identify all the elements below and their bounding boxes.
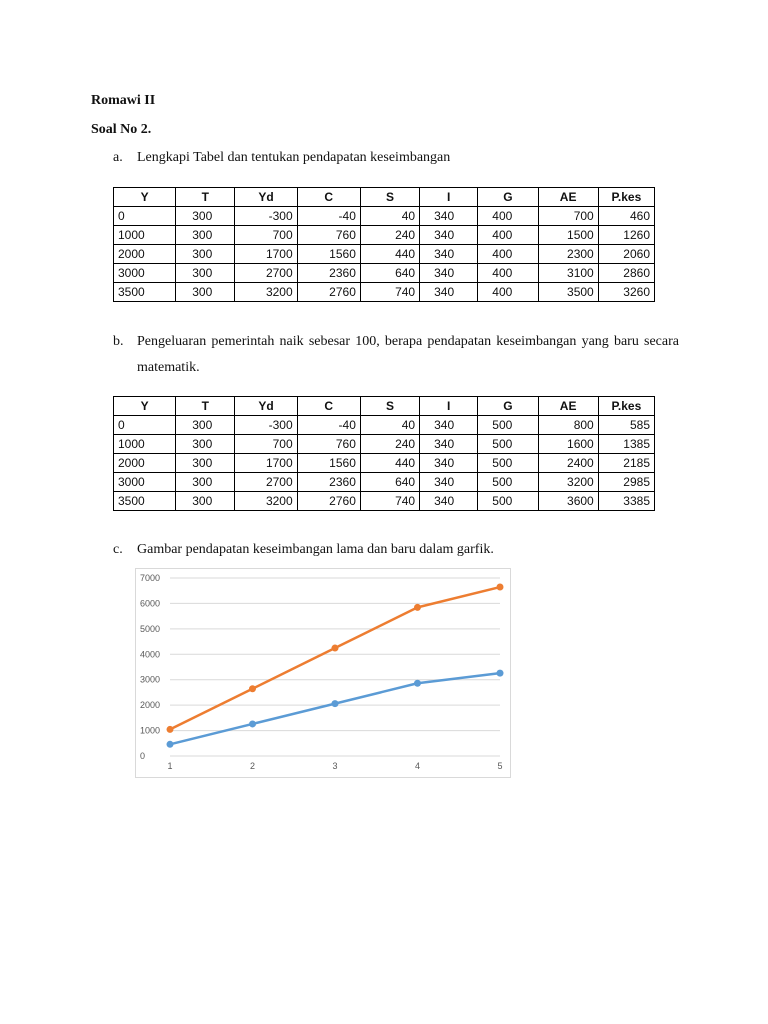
table-cell: 1560: [297, 454, 360, 473]
table-row: [114, 245, 655, 264]
data-point: [167, 741, 174, 748]
y-tick-label: 5000: [140, 623, 161, 634]
table-cell: 760: [297, 226, 360, 245]
table-cell: 3200: [235, 283, 297, 302]
data-point: [497, 670, 504, 677]
table-cell: -40: [297, 416, 360, 435]
y-tick-label: 2000: [140, 700, 161, 711]
table-row: [114, 416, 655, 435]
table-cell: 3100: [538, 264, 598, 283]
series-line: [170, 587, 500, 729]
y-tick-label: 0: [140, 751, 146, 761]
table-cell: 340: [420, 435, 478, 454]
table-cell: 3000: [114, 264, 176, 283]
column-header: Y: [114, 188, 176, 207]
table-cell: 240: [360, 435, 419, 454]
question-c-marker: c.: [113, 542, 123, 557]
y-tick-label: 6000: [140, 598, 161, 609]
table-cell: 300: [176, 226, 235, 245]
series-line: [170, 673, 500, 744]
table-cell: 700: [235, 226, 297, 245]
table-cell: 340: [420, 207, 478, 226]
table-cell: 500: [478, 416, 538, 435]
table-cell: 300: [176, 454, 235, 473]
data-point: [332, 645, 339, 652]
table-cell: 440: [360, 454, 419, 473]
table-cell: 300: [176, 416, 235, 435]
column-header: S: [360, 188, 419, 207]
table-cell: 340: [420, 454, 478, 473]
table-cell: 1000: [114, 435, 176, 454]
y-tick-label: 7000: [140, 573, 161, 583]
x-tick-label: 2: [249, 761, 256, 771]
y-tick-label: 4000: [140, 649, 161, 660]
table-row: [114, 454, 655, 473]
data-point: [249, 720, 256, 727]
column-header: C: [297, 188, 360, 207]
table-row: [114, 283, 655, 302]
table-cell: 40: [360, 416, 419, 435]
data-point: [249, 685, 256, 692]
table-equilibrium-old: [113, 187, 655, 302]
table-cell: 300: [176, 473, 235, 492]
table-cell: 2360: [297, 473, 360, 492]
table-cell: 2000: [114, 245, 176, 264]
x-tick-label: 1: [167, 761, 173, 771]
question-b: [113, 329, 679, 381]
table-cell: 340: [420, 473, 478, 492]
data-point: [332, 700, 339, 707]
question-a-marker: a.: [113, 150, 123, 165]
table-cell: 3260: [598, 283, 654, 302]
column-header: Yd: [235, 188, 297, 207]
table-cell: 700: [235, 435, 297, 454]
column-header: G: [478, 397, 538, 416]
question-a: [113, 150, 450, 166]
x-tick-label: 3: [332, 761, 338, 771]
table-cell: 1500: [538, 226, 598, 245]
section-heading: Romawi II: [91, 93, 156, 108]
table-cell: 1600: [538, 435, 598, 454]
column-header: P.kes: [598, 397, 654, 416]
column-header: P.kes: [598, 188, 654, 207]
table-equilibrium-new: [113, 396, 655, 511]
table-cell: 300: [176, 492, 235, 511]
column-header: G: [478, 188, 538, 207]
table-cell: 1260: [598, 226, 654, 245]
table-cell: 2985: [598, 473, 654, 492]
data-point: [414, 680, 421, 687]
column-header: T: [176, 397, 235, 416]
table-cell: 340: [420, 283, 478, 302]
data-point: [167, 726, 174, 733]
table-row: [114, 492, 655, 511]
table-cell: 2700: [235, 473, 297, 492]
table-cell: 3500: [114, 283, 176, 302]
table-cell: 500: [478, 435, 538, 454]
y-tick-label: 3000: [140, 674, 161, 685]
table-cell: 2360: [297, 264, 360, 283]
table-cell: 700: [538, 207, 598, 226]
table-cell: 340: [420, 226, 478, 245]
table-cell: 1000: [114, 226, 176, 245]
column-header: T: [176, 188, 235, 207]
question-heading: Soal No 2.: [91, 122, 152, 137]
table-cell: -40: [297, 207, 360, 226]
table-cell: 2300: [538, 245, 598, 264]
data-point: [414, 604, 421, 611]
table-cell: 300: [176, 245, 235, 264]
table-cell: 2400: [538, 454, 598, 473]
line-chart-svg: [136, 569, 510, 777]
table-cell: 3500: [114, 492, 176, 511]
table-cell: -300: [235, 416, 297, 435]
table-cell: 300: [176, 264, 235, 283]
question-c: [113, 542, 494, 558]
table-cell: 3200: [538, 473, 598, 492]
table-cell: 3500: [538, 283, 598, 302]
table-cell: 1700: [235, 454, 297, 473]
column-header: Yd: [235, 397, 297, 416]
table-cell: 2860: [598, 264, 654, 283]
table-cell: 0: [114, 416, 176, 435]
table-cell: 400: [478, 264, 538, 283]
table-cell: 2185: [598, 454, 654, 473]
table-cell: 400: [478, 245, 538, 264]
x-tick-label: 4: [414, 761, 421, 771]
table-cell: 300: [176, 283, 235, 302]
table-cell: 340: [420, 264, 478, 283]
table-row: [114, 435, 655, 454]
table-cell: 40: [360, 207, 419, 226]
table-cell: 400: [478, 226, 538, 245]
table-cell: 1700: [235, 245, 297, 264]
table-cell: 500: [478, 492, 538, 511]
table-cell: 3000: [114, 473, 176, 492]
table-cell: 440: [360, 245, 419, 264]
table-cell: 240: [360, 226, 419, 245]
table-cell: 500: [478, 454, 538, 473]
table-cell: 340: [420, 245, 478, 264]
table-cell: 0: [114, 207, 176, 226]
table-cell: 585: [598, 416, 654, 435]
x-tick-label: 5: [497, 761, 503, 771]
table-cell: 1560: [297, 245, 360, 264]
table-cell: 340: [420, 416, 478, 435]
table-row: [114, 226, 655, 245]
table-cell: 760: [297, 435, 360, 454]
column-header: S: [360, 397, 419, 416]
table-cell: 3385: [598, 492, 654, 511]
data-point: [497, 584, 504, 591]
table-row: [114, 473, 655, 492]
question-b-marker: b.: [113, 334, 124, 349]
table-cell: 400: [478, 207, 538, 226]
table-cell: 740: [360, 283, 419, 302]
question-c-text: Gambar pendapatan keseimbangan lama dan baru dalam garfik.: [137, 542, 494, 557]
table-cell: 300: [176, 207, 235, 226]
column-header: Y: [114, 397, 176, 416]
column-header: C: [297, 397, 360, 416]
table-cell: 640: [360, 264, 419, 283]
table-cell: -300: [235, 207, 297, 226]
table-row: [114, 207, 655, 226]
y-tick-label: 1000: [140, 725, 161, 736]
column-header: AE: [538, 188, 598, 207]
table-cell: 2060: [598, 245, 654, 264]
table-cell: 460: [598, 207, 654, 226]
column-header: AE: [538, 397, 598, 416]
table-cell: 400: [478, 283, 538, 302]
table-cell: 2000: [114, 454, 176, 473]
column-header: I: [420, 397, 478, 416]
table-header-row: [114, 188, 655, 207]
table-cell: 2760: [297, 492, 360, 511]
question-a-text: Lengkapi Tabel dan tentukan pendapatan keseimbangan: [137, 150, 451, 165]
table-cell: 3600: [538, 492, 598, 511]
table-cell: 1385: [598, 435, 654, 454]
table-cell: 500: [478, 473, 538, 492]
table-header-row: [114, 397, 655, 416]
table-cell: 740: [360, 492, 419, 511]
line-chart: [135, 568, 511, 778]
table-cell: 3200: [235, 492, 297, 511]
table-cell: 640: [360, 473, 419, 492]
column-header: I: [420, 188, 478, 207]
table-cell: 2760: [297, 283, 360, 302]
question-b-text: Pengeluaran pemerintah naik sebesar 100, berapa pendapatan keseimbangan yang baru secara matematik.: [137, 334, 679, 375]
table-cell: 300: [176, 435, 235, 454]
table-cell: 800: [538, 416, 598, 435]
table-cell: 340: [420, 492, 478, 511]
table-row: [114, 264, 655, 283]
table-cell: 2700: [235, 264, 297, 283]
